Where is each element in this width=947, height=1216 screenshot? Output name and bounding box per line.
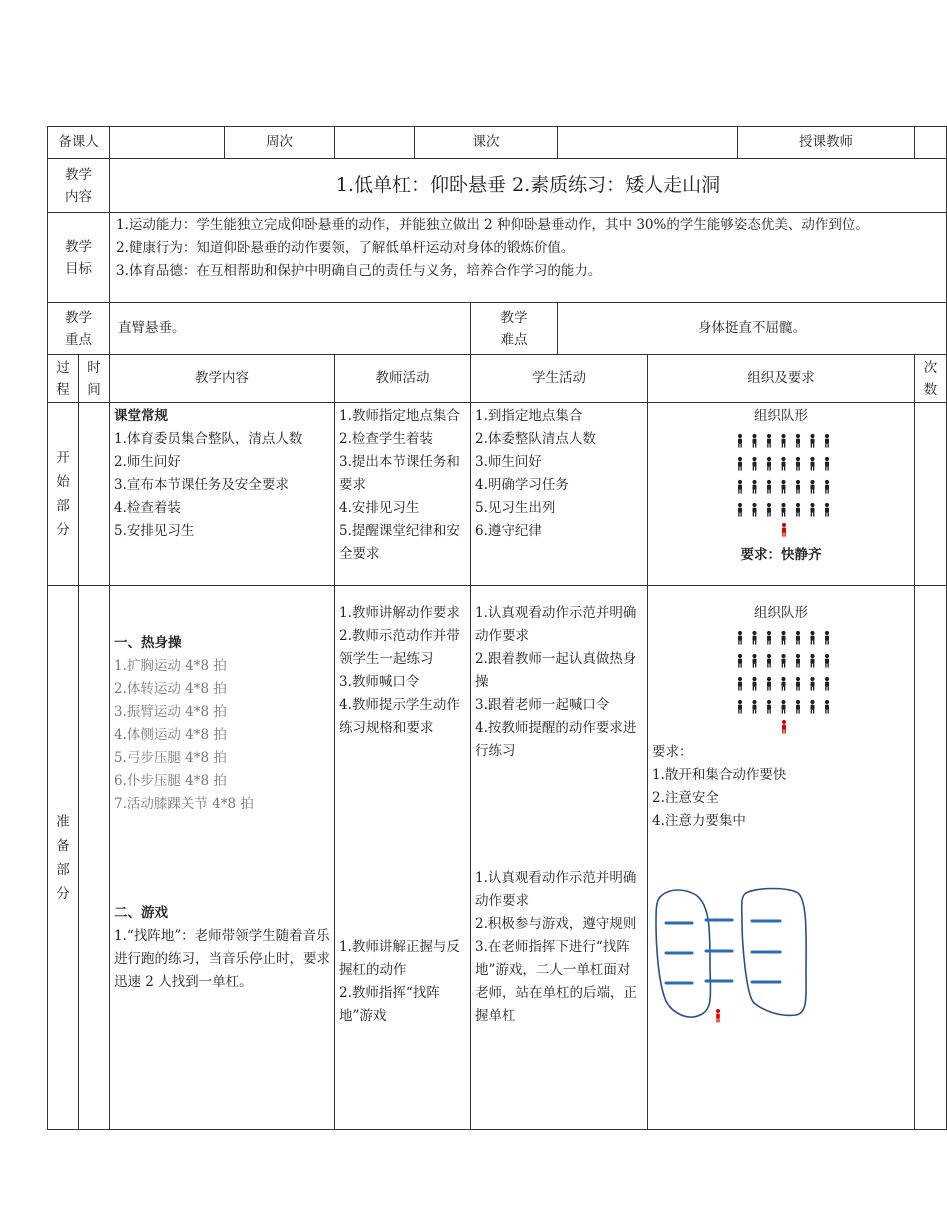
formation-diagram <box>726 428 836 536</box>
teacher-value[interactable] <box>915 127 947 159</box>
game-title: 二、游戏 <box>114 905 168 921</box>
start-item-3: 3.宣布本节课任务及安全要求 <box>114 477 289 493</box>
prep-req-title: 要求： <box>652 744 693 760</box>
key-label: 教学 重点 <box>48 303 110 355</box>
teacher-label: 授课教师 <box>738 127 915 159</box>
prep-req-3: 4.注意力要集中 <box>652 813 746 829</box>
start-student-activity: 1.到指定地点集合 2.体委整队清点人数 3.师生问好 4.明确学习任务 5.见习生出列 6.遵守纪律 <box>471 403 648 586</box>
col-content: 教学内容 <box>110 355 335 403</box>
student-figure <box>767 457 771 471</box>
warmup-student: 1.认真观看动作示范并明确动作要求 2.跟着教师一起认真做热身操 3.跟着老师一起喊口令 4.按教师提醒的动作要求进行练习 <box>475 605 637 759</box>
student-figure <box>796 457 800 471</box>
start-org-requirement: 要求：快静齐 <box>740 547 822 563</box>
student-figure <box>767 677 771 691</box>
start-content <box>110 403 335 586</box>
prep-req-1: 1.散开和集合动作要快 <box>652 767 787 783</box>
start-teacher-activity: 1.教师指定地点集合 2.检查学生着装 3.提出本节课任务和要求 4.安排见习生 5.提醒课堂纪律和安全要求 <box>335 403 471 586</box>
student-figure <box>752 677 756 691</box>
warmup-item-6: 6.仆步压腿 4*8 拍 <box>114 773 227 789</box>
col-student: 学生活动 <box>471 355 648 403</box>
student-figure <box>781 457 785 471</box>
prep-count <box>915 586 947 1130</box>
goal-2: 2.健康行为：知道仰卧悬垂的动作要领，了解低单杆运动对身体的锻炼价值。 <box>116 240 575 256</box>
student-figure <box>810 677 814 691</box>
warmup-teacher: 1.教师讲解动作要求 2.教师示范动作并带领学生一起练习 3.教师喊口令 4.教师提示学生动作练习规格和要求 <box>339 605 460 736</box>
game-teacher: 1.教师讲解正握与反握杠的动作 2.教师指挥“找阵地”游戏 <box>339 939 460 1024</box>
col-time: 时 间 <box>79 355 110 403</box>
student-figure <box>825 434 829 448</box>
start-org-title: 组织队形 <box>754 408 808 424</box>
col-count: 次 数 <box>915 355 947 403</box>
student-figure <box>767 480 771 494</box>
student-figure <box>752 654 756 668</box>
col-org: 组织及要求 <box>648 355 915 403</box>
warmup-item-7: 7.活动膝踝关节 4*8 拍 <box>114 796 254 812</box>
start-item-4: 4.检查着装 <box>114 500 181 516</box>
start-time <box>79 403 110 586</box>
lesson-plan-table <box>47 126 947 1130</box>
student-figure <box>767 503 771 517</box>
warmup-item-1: 1.扩胸运动 4*8 拍 <box>114 658 227 674</box>
student-figure <box>738 503 742 517</box>
student-figure <box>796 480 800 494</box>
student-figure <box>752 700 756 714</box>
student-figure <box>738 700 742 714</box>
student-figure <box>738 457 742 471</box>
warmup-item-5: 5.弓步压腿 4*8 拍 <box>114 750 227 766</box>
student-figure <box>825 677 829 691</box>
student-figure <box>796 434 800 448</box>
teacher-figure <box>782 523 786 537</box>
game-student: 1.认真观看动作示范并明确动作要求 2.积极参与游戏，遵守规则 3.在老师指挥下进行“找阵地”游戏，二人一单杠面对老师，站在单杠的后端，正握单杠 <box>475 870 637 1024</box>
student-figure <box>767 631 771 645</box>
game-text: 1.“找阵地”：老师带领学生随着音乐进行跑的练习，当音乐停止时，要求迅速 2 人找到一单杠。 <box>114 928 330 990</box>
student-figure <box>796 677 800 691</box>
student-figure <box>796 654 800 668</box>
lesson-label: 课次 <box>415 127 558 159</box>
formation-diagram <box>726 625 836 733</box>
student-figure <box>767 654 771 668</box>
prep-org-cell <box>648 586 915 1130</box>
goal-1: 1.运动能力：学生能独立完成仰卧悬垂的动作，并能独立做出 2 种仰卧悬垂动作，其中 30%的学生能够姿态优美、动作到位。 <box>116 217 869 233</box>
student-figure <box>781 677 785 691</box>
prep-org-title: 组织队形 <box>754 605 808 621</box>
student-figure <box>796 631 800 645</box>
col-teacher: 教师活动 <box>335 355 471 403</box>
student-figure <box>752 480 756 494</box>
lesson-content-title: 1.低单杠：仰卧悬垂 2.素质练习：矮人走山洞 <box>110 159 947 213</box>
student-figure <box>738 654 742 668</box>
student-figure <box>825 503 829 517</box>
student-figure <box>781 503 785 517</box>
student-figure <box>767 700 771 714</box>
col-process: 过 程 <box>48 355 79 403</box>
lesson-value[interactable] <box>558 127 738 159</box>
teacher-figure <box>782 720 786 734</box>
student-figure <box>781 700 785 714</box>
student-figure <box>781 434 785 448</box>
goal-3: 3.体育品德：在互相帮助和保护中明确自己的责任与义务，培养合作学习的能力。 <box>116 263 602 279</box>
start-content-title: 课堂常规 <box>114 408 168 424</box>
prep-student-activity <box>471 586 648 1130</box>
student-figure <box>752 434 756 448</box>
warmup-item-3: 3.振臂运动 4*8 拍 <box>114 704 227 720</box>
warmup-item-4: 4.体侧运动 4*8 拍 <box>114 727 227 743</box>
prep-teacher-activity <box>335 586 471 1130</box>
week-label: 周次 <box>225 127 335 159</box>
week-value[interactable] <box>335 127 415 159</box>
student-figure <box>825 457 829 471</box>
student-figure <box>752 631 756 645</box>
goals-cell <box>110 213 947 303</box>
difficulty-label: 教学 难点 <box>471 303 558 355</box>
prep-content <box>110 586 335 1130</box>
student-figure <box>810 480 814 494</box>
student-figure <box>810 457 814 471</box>
key-text: 直臂悬垂。 <box>110 303 471 355</box>
teacher-figure <box>716 1009 720 1023</box>
prep-req-2: 2.注意安全 <box>652 790 719 806</box>
student-figure <box>781 480 785 494</box>
goals-label: 教学 目标 <box>48 213 110 303</box>
student-figure <box>810 700 814 714</box>
student-figure <box>796 503 800 517</box>
prep-stage-label: 准 备 部 分 <box>48 586 79 1130</box>
preparer-label: 备课人 <box>48 127 110 159</box>
student-figure <box>738 677 742 691</box>
student-figure <box>825 631 829 645</box>
student-figure <box>738 631 742 645</box>
student-figure <box>752 503 756 517</box>
student-figure <box>810 434 814 448</box>
start-count <box>915 403 947 586</box>
student-figure <box>825 700 829 714</box>
warmup-title: 一、热身操 <box>114 635 182 651</box>
content-label: 教学 内容 <box>48 159 110 213</box>
student-figure <box>810 503 814 517</box>
student-figure <box>810 631 814 645</box>
bars-diagram <box>648 883 818 1033</box>
student-figure <box>767 434 771 448</box>
student-figure <box>796 700 800 714</box>
student-figure <box>781 631 785 645</box>
start-item-5: 5.安排见习生 <box>114 523 195 539</box>
student-figure <box>752 457 756 471</box>
start-item-1: 1.体育委员集合整队，清点人数 <box>114 431 303 447</box>
start-item-2: 2.师生问好 <box>114 454 181 470</box>
student-figure <box>825 654 829 668</box>
difficulty-text: 身体挺直不屈髋。 <box>558 303 947 355</box>
prep-time <box>79 586 110 1130</box>
student-figure <box>781 654 785 668</box>
warmup-item-2: 2.体转运动 4*8 拍 <box>114 681 227 697</box>
student-figure <box>825 480 829 494</box>
start-stage-label: 开 始 部 分 <box>48 403 79 586</box>
student-figure <box>810 654 814 668</box>
student-figure <box>738 434 742 448</box>
preparer-value[interactable] <box>110 127 225 159</box>
start-org-cell <box>648 403 915 586</box>
student-figure <box>738 480 742 494</box>
